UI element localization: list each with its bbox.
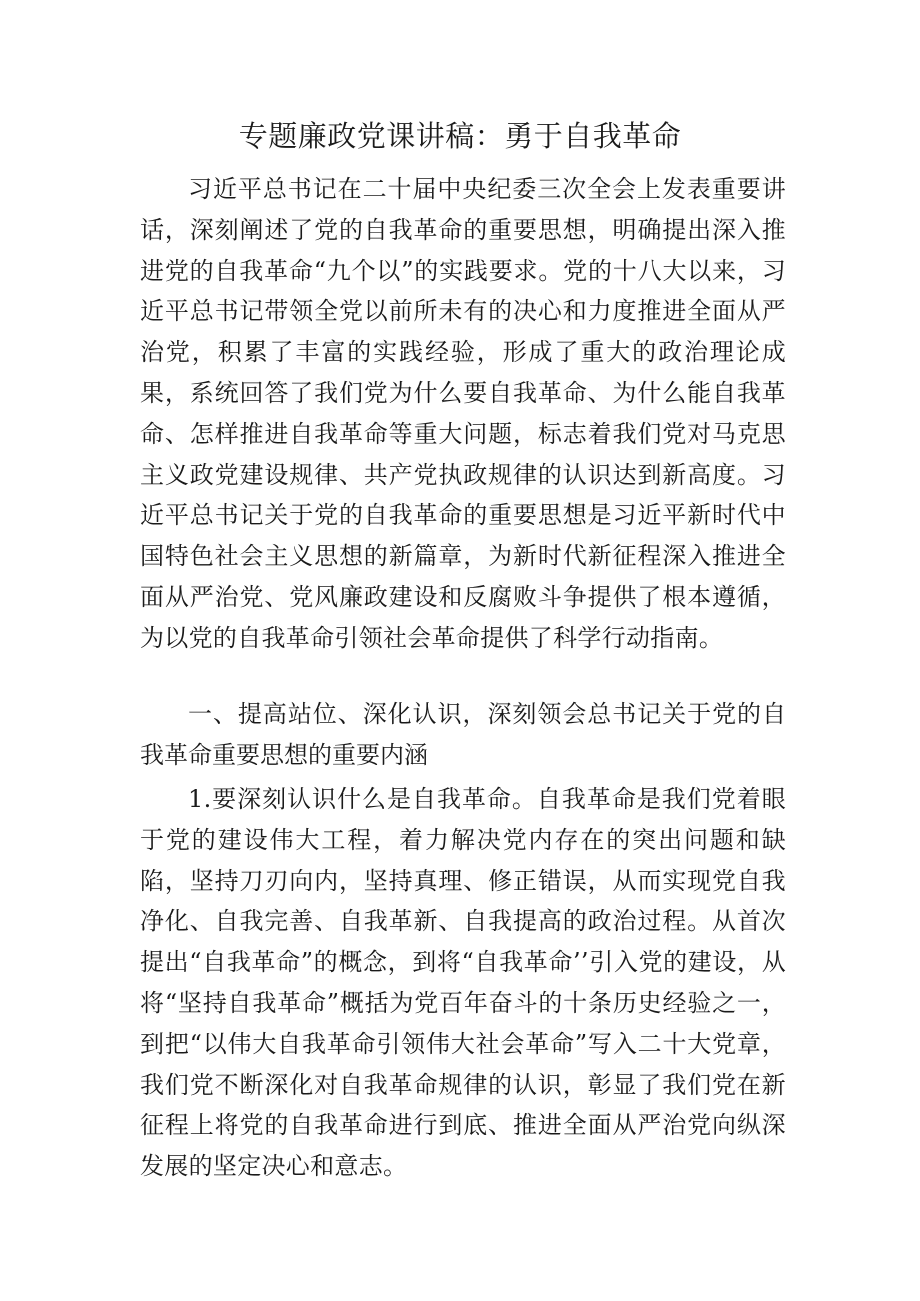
subsection-paragraph: 1.要深刻认识什么是自我革命。自我革命是我们党着眼于党的建设伟大工程，着力解决党内存在的突出问题和缺陷，坚持刀刃向内，坚持真理、修正错误，从而实现党自我净化、自我完善、自我革新、自我提高的政治过程。从首次提出“自我革命”的概念，到将“自我革命’’引入党的建设，从将“坚持自我革命”概括为党百年奋斗的十条历史经验之一，到把“以伟大自我革命引领伟大社会革命”写入二十大党章，我们党不断深化对自我革命规律的认识，彰显了我们党在新征程上将党的自我革命进行到底、推进全面从严治党向纵深发展的坚定决心和意志。 xyxy=(140,785,786,1181)
document-title: 专题廉政党课讲稿：勇于自我革命 xyxy=(238,119,682,153)
section-heading: 一、提高站位、深化认识，深刻领会总书记关于党的自我革命重要思想的重要内涵 xyxy=(140,700,786,769)
intro-paragraph: 习近平总书记在二十届中央纪委三次全会上发表重要讲话，深刻阐述了党的自我革命的重要思想，明确提出深入推进党的自我革命“九个以”的实践要求。党的十八大以来，习近平总书记带领全党以前所未有的决心和力度推进全面从严治党，积累了丰富的实践经验，形成了重大的政治理论成果，系统回答了我们党为什么要自我革命、为什么能自我革命、怎样推进自我革命等重大问题，标志着我们党对马克思主义政党建设规律、共产党执政规律的认识达到新高度。习近平总书记关于党的自我革命的重要思想是习近平新时代中国特色社会主义思想的新篇章，为新时代新征程深入推进全面从严治党、党风廉政建设和反腐败斗争提供了根本遵循，为以党的自我革命引领社会革命提供了科学行动指南。 xyxy=(140,175,786,652)
